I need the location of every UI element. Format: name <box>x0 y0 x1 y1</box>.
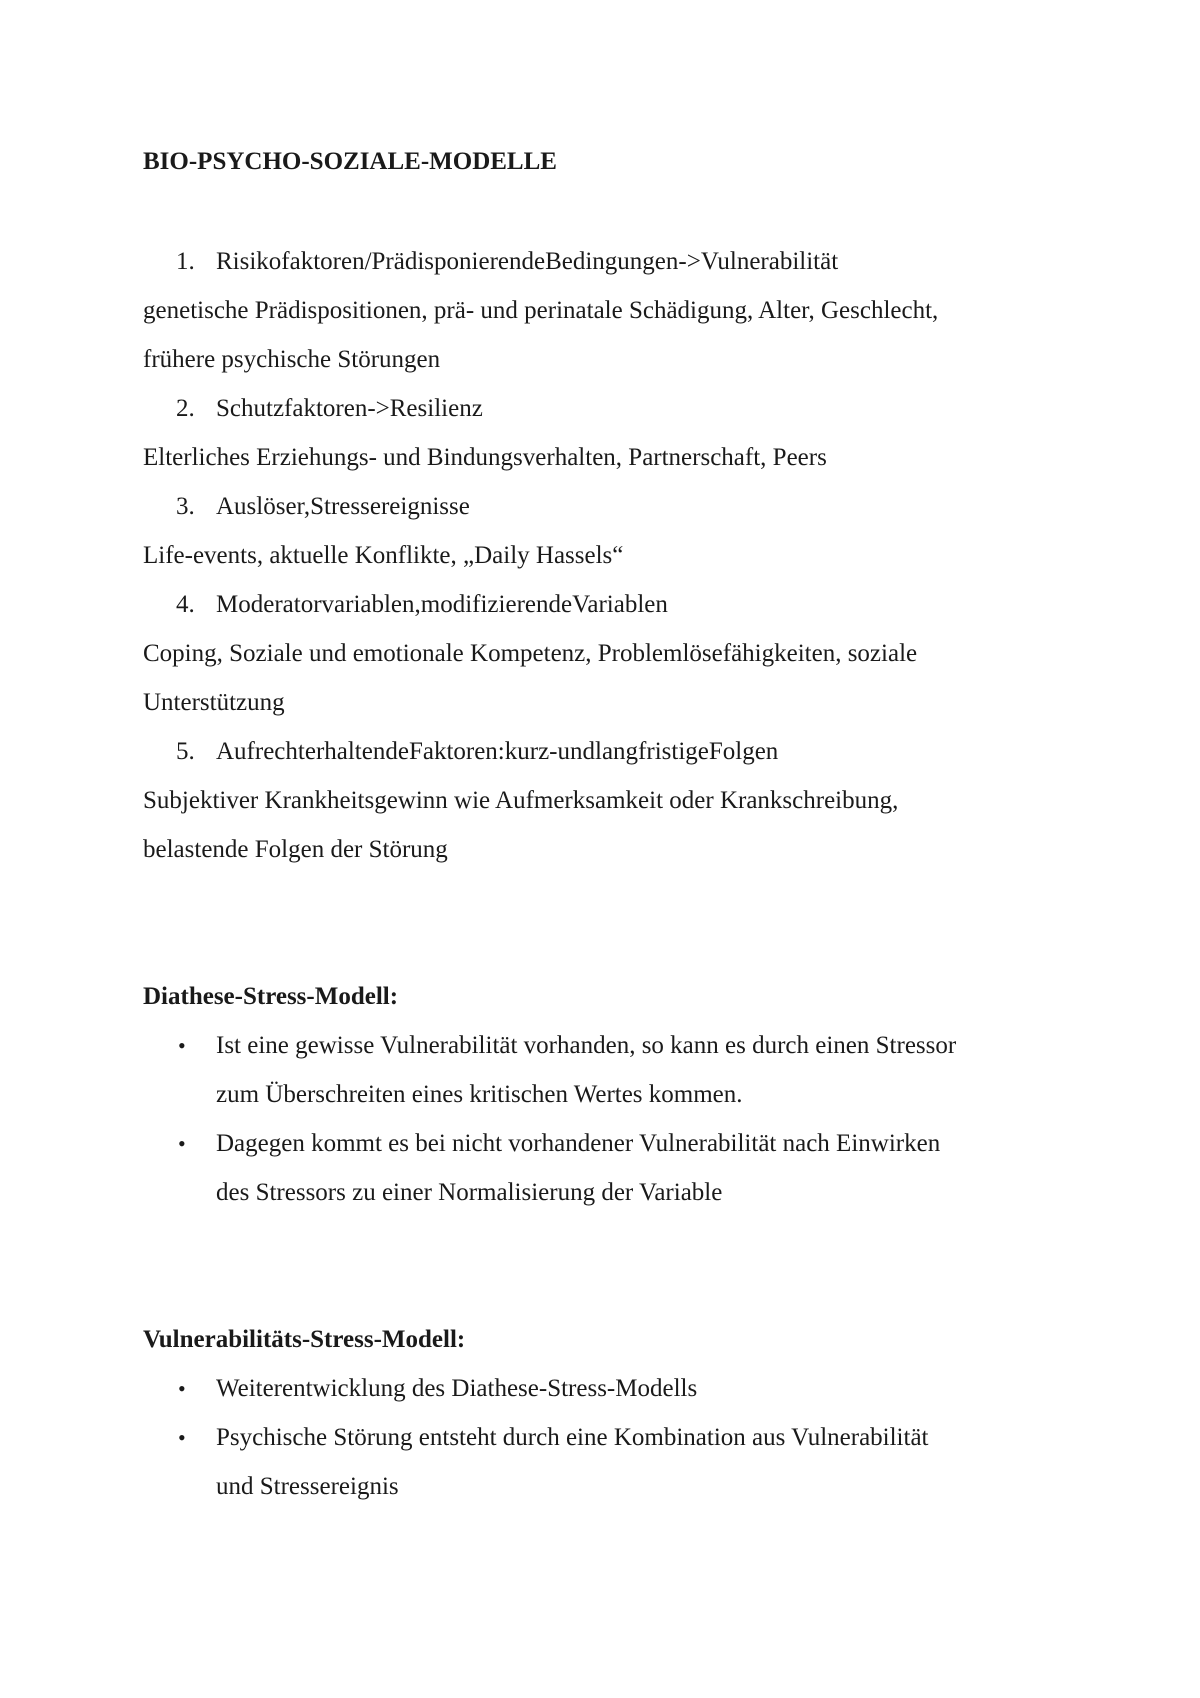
bullet-text-vulnerabilitaet-2-line-2: und Stressereignis <box>216 1473 399 1500</box>
list-number-2: 2. <box>176 395 195 422</box>
list-text-2-line-1: Elterliches Erziehungs- und Bindungsverhalten, Partnerschaft, Peers <box>143 444 827 471</box>
list-label-5: AufrechterhaltendeFaktoren:kurz-undlangfristigeFolgen <box>216 738 779 765</box>
list-number-3: 3. <box>176 493 195 520</box>
bullet-text-diathese-1-line-2: zum Überschreiten eines kritischen Wertes kommen. <box>216 1081 743 1108</box>
list-number-1: 1. <box>176 248 195 275</box>
list-text-1-line-2: frühere psychische Störungen <box>143 346 441 373</box>
bullet-marker: • <box>178 1376 186 1401</box>
list-number-4: 4. <box>176 591 195 618</box>
list-label-3: Auslöser,Stressereignisse <box>216 493 470 520</box>
bullet-text-vulnerabilitaet-2-line-1: Psychische Störung entsteht durch eine Kombination aus Vulnerabilität <box>216 1424 929 1451</box>
list-text-4-line-2: Unterstützung <box>143 689 285 716</box>
bullet-text-vulnerabilitaet-1-line-1: Weiterentwicklung des Diathese-Stress-Modells <box>216 1375 698 1402</box>
section-heading-vulnerabilitaet: Vulnerabilitäts-Stress-Modell: <box>143 1326 466 1353</box>
list-label-2: Schutzfaktoren->Resilienz <box>216 395 483 422</box>
bullet-text-diathese-1-line-1: Ist eine gewisse Vulnerabilität vorhanden, so kann es durch einen Stressor <box>216 1032 957 1059</box>
list-label-4: Moderatorvariablen,modifizierendeVariablen <box>216 591 668 618</box>
list-label-1: Risikofaktoren/PrädisponierendeBedingungen->Vulnerabilität <box>216 248 839 275</box>
bullet-marker: • <box>178 1033 186 1058</box>
list-text-1-line-1: genetische Prädispositionen, prä- und perinatale Schädigung, Alter, Geschlecht, <box>143 297 939 324</box>
document-title: BIO-PSYCHO-SOZIALE-MODELLE <box>143 148 557 175</box>
list-text-5-line-1: Subjektiver Krankheitsgewinn wie Aufmerksamkeit oder Krankschreibung, <box>143 787 899 814</box>
section-heading-diathese: Diathese-Stress-Modell: <box>143 983 399 1010</box>
bullet-marker: • <box>178 1131 186 1156</box>
list-number-5: 5. <box>176 738 195 765</box>
bullet-text-diathese-2-line-1: Dagegen kommt es bei nicht vorhandener Vulnerabilität nach Einwirken <box>216 1130 941 1157</box>
list-text-4-line-1: Coping, Soziale und emotionale Kompetenz, Problemlösefähigkeiten, soziale <box>143 640 918 667</box>
list-text-5-line-2: belastende Folgen der Störung <box>143 836 448 863</box>
list-text-3-line-1: Life-events, aktuelle Konflikte, „Daily Hassels“ <box>143 542 624 569</box>
bullet-marker: • <box>178 1425 186 1450</box>
bullet-text-diathese-2-line-2: des Stressors zu einer Normalisierung der Variable <box>216 1179 723 1206</box>
